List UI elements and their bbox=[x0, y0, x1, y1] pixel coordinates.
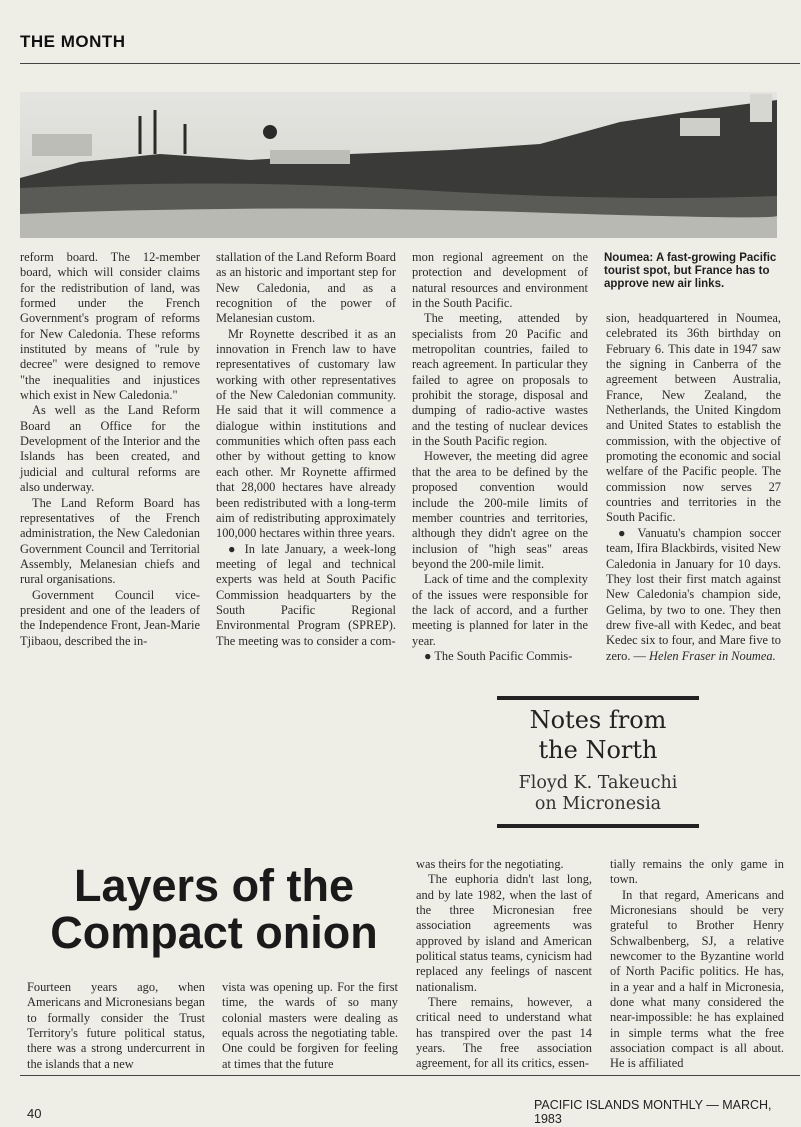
paragraph: tially remains the only game in town. bbox=[610, 857, 784, 887]
notes-title bbox=[497, 705, 699, 765]
harbour-photo bbox=[20, 92, 777, 238]
paragraph: However, the meeting did agree that the area to be defined by the proposed convention would include the 200-mile limits of member countries and territories, although they didn't agree on the inclusion of "high seas" areas beyond the 200-mile limit. bbox=[412, 449, 588, 571]
paragraph: Lack of time and the complexity of the issues were responsible for the lack of accord, and a further meeting is planned for later in the year. bbox=[412, 572, 588, 648]
footer-rule bbox=[20, 1075, 800, 1076]
compact-column-4 bbox=[610, 857, 784, 1072]
compact-column-1 bbox=[27, 980, 205, 1072]
paragraph: There remains, however, a critical need to understand what has transpired over the past 14 years. The free association agreement, for all its critics, essen- bbox=[416, 995, 592, 1071]
article-column-4 bbox=[606, 311, 781, 664]
byline: Helen Fraser in Noumea. bbox=[649, 648, 776, 663]
photo-caption: Noumea: A fast-growing Pacific tourist spot, but France has to approve new air links. bbox=[604, 252, 777, 290]
headline-line: Compact onion bbox=[50, 907, 378, 958]
author-name: Floyd K. Takeuchi bbox=[518, 773, 678, 793]
notes-title-line: the North bbox=[538, 736, 658, 764]
notes-top-rule bbox=[497, 696, 699, 700]
paragraph: Mr Roynette described it as an innovation in French law to have representatives of customary law working with other representatives of the New Caledonian community. He said that it will commence a dialogue within institutions and communities which often pass each other by without getting to know each other. Mr Roynette affirmed that 28,000 hectares have already been redistributed with a long-term aim of redistributing approximately 100,000 hectares within three years. bbox=[216, 326, 396, 541]
paragraph: ● The South Pacific Commis- bbox=[424, 648, 573, 663]
paragraph-text: ● Vanuatu's champion soccer team, Ifira Blackbirds, visited New Caledonia in January for 10 days. They lost their first match against New Caledonia's champion side, Gelima, by two to one. They then drew five-all with Kedec, and beat Kedec six to four, and Mare five to zero. — bbox=[606, 525, 781, 663]
paragraph: The Land Reform Board has representatives of the French administration, the New Caledonian Government Council and Territorial Assembly, Melanesian chiefs and rural organisations. bbox=[20, 495, 200, 587]
article-headline bbox=[38, 862, 390, 956]
paragraph: reform board. The 12-member board, which will consider claims for the redistribution of land, was formed under the French Government's program of reforms for New Caledonia. These reforms instituted by means of "rule by decree" were designed to remove "the inequalities and injustices which exist in New Caledonia." bbox=[20, 250, 200, 403]
section-label: THE MONTH bbox=[20, 32, 126, 51]
notes-title-line: Notes from bbox=[529, 706, 667, 734]
page-number: 40 bbox=[27, 1106, 42, 1121]
paragraph: The euphoria didn't last long, and by late 1982, when the last of the three Micronesian free association agreements was approved by island and American political status teams, cynicism had replaced any feelings of nascent nationalism. bbox=[416, 872, 592, 994]
paragraph: In that regard, Americans and Micronesians should be very grateful to Brother Henry Schwalbenberg, SJ, a relative newcomer to the Byzantine world of North Pacific politics. He has, in a year and a half in Micronesia, done what many considered the near-impossible: he has explained in simple terms what the free association compact is all about. He is affiliated bbox=[610, 887, 784, 1071]
compact-column-3 bbox=[416, 857, 592, 1072]
paragraph: ● In late January, a week-long meeting of legal and technical experts was held at South Pacific Commission headquarters by the South Pacific Regional Environmental Program (SPREP). The meeting was to consider a com- bbox=[216, 541, 396, 648]
article-column-1 bbox=[20, 250, 200, 649]
paragraph: mon regional agreement on the protection and development of natural resources and environment in the South Pacific. bbox=[412, 250, 588, 311]
paragraph: sion, headquartered in Noumea, celebrated its 36th birthday on February 6. This date in 1947 saw the signing in Canberra of the agreement between Australia, France, New Zealand, the Netherlands, the United Kingdom and United States to establish the commission, with the objective of promoting the economic and social welfare of the Pacific people. The commission now serves 27 countries and territories in the South Pacific. bbox=[606, 311, 781, 525]
notes-bottom-rule bbox=[497, 824, 699, 828]
article-column-3 bbox=[412, 250, 588, 664]
header-rule bbox=[20, 63, 800, 64]
paragraph: Fourteen years ago, when Americans and Micronesians began to formally consider the Trust Territory's future political status, there was a strong undercurrent in the islands that a new bbox=[27, 980, 205, 1071]
paragraph: was theirs for the negotiating. bbox=[416, 857, 564, 871]
paragraph: As well as the Land Reform Board an Office for the Development of the Interior and the Islands has been created, and judicial and cultural reforms are also underway. bbox=[20, 403, 200, 495]
notes-author bbox=[497, 773, 699, 815]
article-column-2 bbox=[216, 250, 396, 649]
running-footer: PACIFIC ISLANDS MONTHLY — MARCH, 1983 bbox=[534, 1098, 772, 1126]
compact-column-2 bbox=[222, 980, 398, 1072]
notes-from-the-north-box bbox=[497, 696, 699, 828]
paragraph bbox=[606, 526, 781, 664]
paragraph: vista was opening up. For the first time, the wards of so many colonial masters were dealing as equals across the negotiating table. One could be forgiven for feeling at times that the future bbox=[222, 980, 398, 1071]
headline-line: Layers of the bbox=[73, 860, 355, 911]
paragraph: Government Council vice-president and one of the leaders of the Independence Front, Jean-Marie Tjibaou, described the in- bbox=[20, 587, 200, 648]
paragraph: stallation of the Land Reform Board as an historic and important step for New Caledonia, and as a recognition of the power of Melanesian custom. bbox=[216, 250, 396, 326]
harbour-photo-art bbox=[20, 92, 777, 238]
paragraph: The meeting, attended by specialists from 20 Pacific and metropolitan countries, failed to reach agreement. In particular they failed to agree on proposals to prohibit the storage, disposal and dumping of radio-active wastes and the testing of nuclear devices in the South Pacific region. bbox=[412, 311, 588, 449]
author-topic: on Micronesia bbox=[534, 794, 662, 814]
